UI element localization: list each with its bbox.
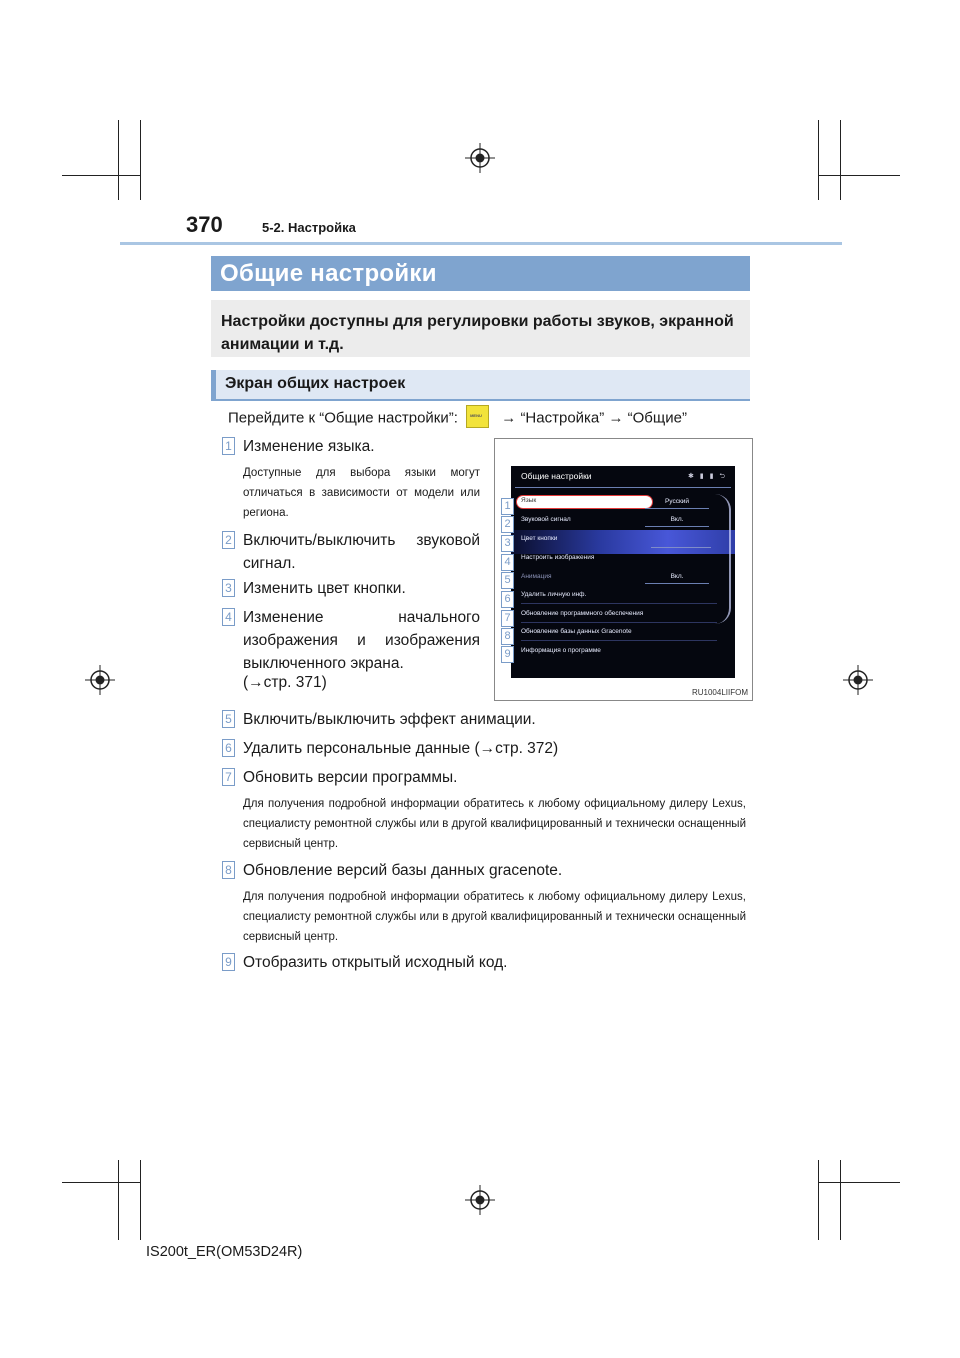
item-number: 8 — [222, 861, 235, 879]
screen-row-button-color[interactable]: Цвет кнопки — [521, 535, 558, 542]
divider — [521, 640, 717, 641]
callout-number: 4 — [501, 554, 514, 571]
page-number: 370 — [186, 212, 223, 237]
item-text: Изменение начального изображения и изображения выключенного экрана. — [243, 609, 480, 672]
nav-prefix: Перейдите к “Общие настройки”: — [228, 409, 458, 427]
registration-mark-icon — [843, 665, 873, 695]
image-code: RU1004LIIFOM — [691, 688, 748, 697]
screen-row-images[interactable]: Настроить изображения — [521, 554, 595, 561]
title-band — [211, 256, 750, 291]
item-note: Доступные для выбора языки могут отличаться в зависимости от модели или региона. — [243, 467, 480, 519]
header-rule — [120, 242, 842, 245]
screen-row-software-info[interactable]: Информация о программе — [521, 647, 601, 654]
intro-box — [211, 300, 750, 357]
screen-row-gracenote-update[interactable]: Обновление базы данных Gracenote — [521, 628, 632, 635]
divider — [651, 547, 711, 548]
crop-mark — [840, 120, 841, 200]
item-number: 7 — [222, 768, 235, 786]
divider — [515, 487, 731, 488]
callout-number: 2 — [501, 516, 514, 533]
item-number: 4 — [222, 608, 235, 626]
intro-text: Настройки доступны для регулировки работы звуков, экранной анимации и т.д. — [221, 313, 734, 353]
callout-number: 7 — [501, 610, 514, 627]
screen-row-animation[interactable]: Анимация — [521, 573, 552, 580]
item-note: Для получения подробной информации обратитесь к любому официальному дилеру Lexus, специалисту ремонтной службы или в другой квалифицированный и технически оснащенный сервисный центр. — [243, 798, 746, 850]
callout-number: 5 — [501, 572, 514, 589]
navigation-instruction — [228, 407, 687, 430]
crop-mark — [62, 175, 140, 176]
item-text: Изменение языка. — [243, 438, 375, 455]
divider — [521, 622, 717, 623]
callout-number: 3 — [501, 535, 514, 552]
item-note: Для получения подробной информации обратитесь к любому официальному дилеру Lexus, специалисту ремонтной службы или в другой квалифицированный и технически оснащенный сервисный центр. — [243, 891, 746, 943]
page-title: Общие настройки — [220, 260, 437, 287]
registration-mark-icon — [85, 665, 115, 695]
selected-row-highlight — [516, 495, 653, 509]
item-text: Включить/выключить эффект анимации. — [243, 711, 536, 728]
item-text: Удалить персональные данные (→стр. 372) — [243, 740, 559, 757]
screen-row-language[interactable]: Язык — [521, 497, 537, 504]
value-language: Русский — [645, 496, 709, 509]
nav-step-2: “Общие” — [627, 409, 687, 427]
settings-screen — [511, 466, 735, 678]
callout-number: 8 — [501, 628, 514, 645]
item-text: Включить/выключить звуковой сигнал. — [243, 532, 480, 572]
item-number: 1 — [222, 437, 235, 455]
highlight-glow — [511, 530, 735, 554]
item-text: Обновить версии программы. — [243, 769, 458, 786]
crop-mark — [140, 120, 141, 200]
section-reference: 5-2. Настройка — [262, 220, 356, 235]
item-page-ref: (→стр. 371) — [243, 674, 327, 691]
callout-number: 6 — [501, 591, 514, 608]
nav-arrow: → — [608, 409, 624, 427]
subtitle: Экран общих настроек — [225, 375, 406, 392]
screen-row-beep[interactable]: Звуковой сигнал — [521, 516, 571, 523]
item-number: 3 — [222, 579, 235, 597]
crop-mark — [840, 1160, 841, 1240]
registration-mark-icon — [465, 1185, 495, 1215]
screen-row-delete-data[interactable]: Удалить личную инф. — [521, 591, 587, 598]
status-icons: ✱ ▮ ▮ ⮌ — [687, 473, 727, 480]
crop-mark — [818, 175, 900, 176]
crop-mark — [118, 1160, 119, 1240]
nav-step-1: “Настройка” — [520, 409, 605, 427]
subtitle-band — [211, 370, 750, 399]
value-beep: Вкл. — [645, 514, 709, 527]
screen-figure — [494, 438, 753, 701]
item-text: Изменить цвет кнопки. — [243, 580, 406, 597]
divider — [521, 603, 717, 604]
item-number: 2 — [222, 531, 235, 549]
nav-arrow: → — [501, 409, 517, 427]
screen-title: Общие настройки — [521, 471, 592, 481]
scroll-arc — [715, 494, 731, 624]
menu-button-icon: MENU — [466, 405, 489, 428]
crop-mark — [118, 120, 119, 200]
crop-mark — [818, 1182, 900, 1183]
value-animation: Вкл. — [645, 571, 709, 584]
crop-mark — [140, 1160, 141, 1240]
item-text: Обновление версий базы данных gracenote. — [243, 862, 563, 879]
callout-number: 9 — [501, 646, 514, 663]
screen-row-software-update[interactable]: Обновление программного обеспечения — [521, 610, 644, 617]
document-code: IS200t_ER(OM53D24R) — [146, 1244, 303, 1260]
registration-mark-icon — [465, 143, 495, 173]
callout-number: 1 — [501, 498, 514, 515]
item-number: 5 — [222, 710, 235, 728]
crop-mark — [62, 1182, 140, 1183]
crop-mark — [818, 1160, 819, 1240]
item-text: Отобразить открытый исходный код. — [243, 954, 508, 971]
item-number: 6 — [222, 739, 235, 757]
crop-mark — [818, 120, 819, 200]
item-number: 9 — [222, 953, 235, 971]
